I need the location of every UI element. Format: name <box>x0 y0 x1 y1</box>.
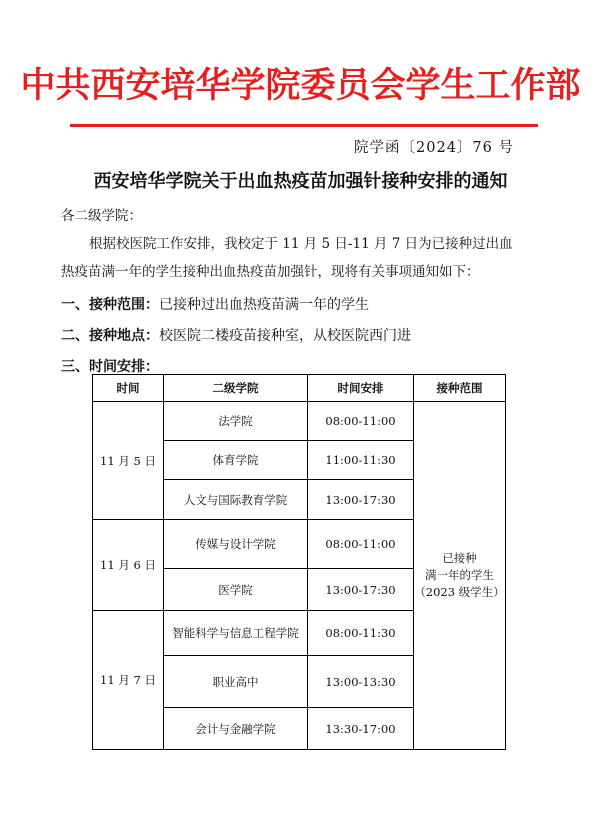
range-line1: 已接种 <box>442 551 477 565</box>
college-cell: 医学院 <box>164 569 308 611</box>
time-cell: 11:00-11:30 <box>308 441 414 480</box>
college-cell: 智能科学与信息工程学院 <box>164 611 308 656</box>
college-cell: 法学院 <box>164 402 308 441</box>
recipient-line: 各二级学院： <box>61 208 142 224</box>
table-header-row <box>93 375 506 402</box>
header-time: 时间 <box>93 375 164 402</box>
time-cell: 13:00-17:30 <box>308 480 414 520</box>
range-cell <box>414 402 506 750</box>
item-vaccination-location <box>61 325 411 345</box>
item-label: 三、时间安排： <box>61 359 159 375</box>
header-range: 接种范围 <box>414 375 506 402</box>
range-line2: 满一年的学生 <box>425 568 494 582</box>
item-text: 校医院二楼疫苗接种室，从校医院西门进 <box>159 328 411 344</box>
header-schedule: 时间安排 <box>308 375 414 402</box>
body-paragraph-line1: 根据校医院工作安排，我校定于 11 月 5 日-11 月 7 日为已接种过出血 <box>89 236 513 252</box>
document-number: 院学函〔2024〕76 号 <box>354 140 514 156</box>
time-cell: 13:00-17:30 <box>308 569 414 611</box>
day-cell: 11 月 6 日 <box>93 520 164 611</box>
item-schedule <box>61 356 159 376</box>
item-label: 一、接种范围： <box>61 297 159 313</box>
item-label: 二、接种地点： <box>61 328 159 344</box>
header-college: 二级学院 <box>164 375 308 402</box>
college-cell: 职业高中 <box>164 656 308 708</box>
college-cell: 会计与金融学院 <box>164 708 308 750</box>
table-row <box>93 402 506 441</box>
time-cell: 13:30-17:00 <box>308 708 414 750</box>
time-cell: 13:00-13:30 <box>308 656 414 708</box>
range-line3: （2023 级学生） <box>414 585 505 599</box>
day-cell: 11 月 7 日 <box>93 611 164 750</box>
college-cell: 人文与国际教育学院 <box>164 480 308 520</box>
schedule-table <box>92 374 506 750</box>
body-paragraph-line2: 热疫苗满一年的学生接种出血热疫苗加强针，现将有关事项通知如下： <box>61 264 480 280</box>
organization-title: 中共西安培华学院委员会学生工作部 <box>20 65 581 106</box>
college-cell: 传媒与设计学院 <box>164 520 308 569</box>
time-cell: 08:00-11:00 <box>308 402 414 441</box>
item-vaccination-scope <box>61 294 369 314</box>
day-cell: 11 月 5 日 <box>93 402 164 520</box>
time-cell: 08:00-11:00 <box>308 520 414 569</box>
notice-heading: 西安培华学院关于出血热疫苗加强针接种安排的通知 <box>93 171 508 192</box>
time-cell: 08:00-11:30 <box>308 611 414 656</box>
college-cell: 体育学院 <box>164 441 308 480</box>
red-divider <box>70 124 538 127</box>
item-text: 已接种过出血热疫苗满一年的学生 <box>159 297 369 313</box>
